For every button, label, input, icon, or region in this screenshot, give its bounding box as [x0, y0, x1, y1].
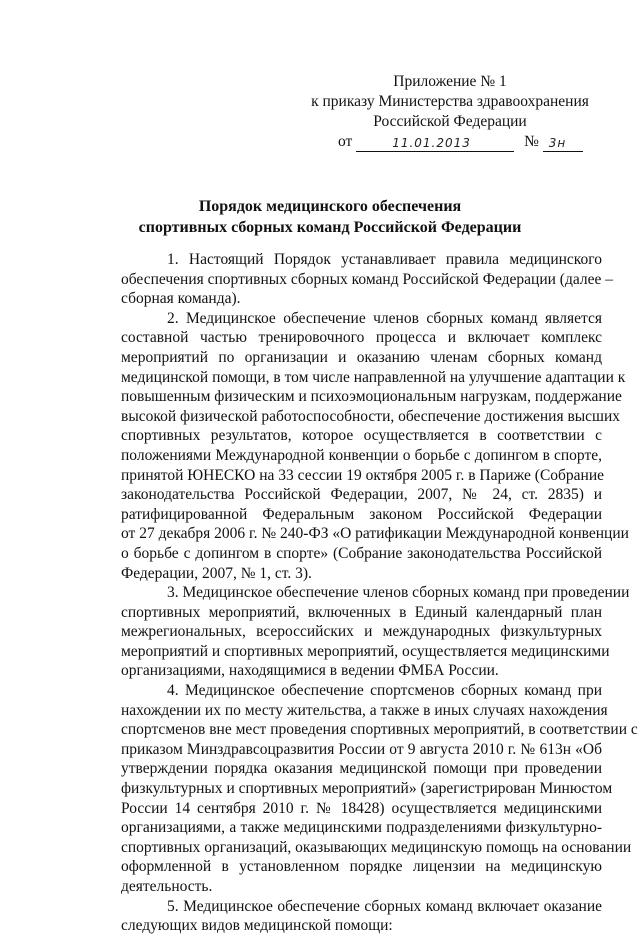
- paragraph-line: Федерации, 2007, № 1, ст. 3).: [121, 564, 312, 582]
- paragraph-line: повышенным физическим и психоэмоциональным нагрузкам, поддержание: [121, 388, 622, 406]
- paragraph-line: 4. Медицинское обеспечение спортсменов сборных команд при: [167, 682, 602, 700]
- paragraph-line: спортивных результатов, которое осуществляется в соответствии с: [121, 427, 602, 445]
- paragraph-line: приказом Минздравсоцразвития России от 9 августа 2010 г. № 613н «Об: [121, 740, 602, 758]
- appendix-title: Приложение № 1: [393, 73, 507, 90]
- paragraph-line: обеспечения спортивных сборных команд Российской Федерации (далее –: [121, 270, 613, 288]
- paragraph-line: следующих видов медицинской помощи:: [121, 917, 393, 935]
- paragraph-4: [75, 681, 638, 897]
- paragraph-line: оформленной в установленном порядке лицензии на медицинскую: [121, 858, 602, 876]
- paragraph-line: мероприятий по организации и оказанию членам сборных команд: [121, 348, 602, 366]
- handwritten-number: 3н: [548, 136, 567, 150]
- title-line-2: спортивных сборных команд Российской Федерации: [138, 219, 522, 236]
- paragraph-line: 3. Медицинское обеспечение членов сборных команд при проведении: [167, 584, 630, 602]
- paragraph-2: [75, 309, 629, 583]
- paragraph-line: деятельность.: [121, 878, 213, 895]
- paragraph-line: организациями, а также медицинскими подразделениями физкультурно-: [121, 819, 602, 837]
- paragraph-5: [75, 897, 602, 936]
- paragraph-line: медицинской помощи, в том числе направленной на улучшение адаптации к: [121, 368, 626, 386]
- number-field: [543, 135, 583, 152]
- date-field: [356, 135, 514, 152]
- appendix-date-number-line: [338, 132, 600, 152]
- paragraph-line: спортсменов вне мест проведения спортивных мероприятий, в соответствии с: [121, 721, 638, 739]
- paragraph-line: сборная команда).: [121, 290, 241, 308]
- paragraph-line: организациями, находящимися в ведении ФМБА России.: [121, 662, 499, 680]
- paragraph-3: [75, 583, 630, 681]
- paragraph-line: положениями Международной конвенции о борьбе с допингом в спорте,: [121, 446, 602, 464]
- handwritten-date: 11.01.2013: [392, 136, 471, 150]
- paragraph-line: нахождении их по месту жительства, а также в иных случаях нахождения: [121, 701, 608, 719]
- paragraph-line: законодательства Российской Федерации, 2007, № 24, ст. 2835) и: [121, 486, 602, 504]
- paragraph-line: межрегиональных, всероссийских и международных физкультурных: [121, 623, 602, 641]
- paragraph-1: [75, 250, 613, 309]
- paragraph-line: России 14 сентября 2010 г. № 18428) осуществляется медицинскими: [121, 799, 602, 817]
- paragraph-line: ратифицированной Федеральным законом Российской Федерации: [121, 505, 602, 523]
- paragraph-line: физкультурных и спортивных мероприятий» (зарегистрирован Минюстом: [121, 780, 613, 798]
- title-line-1: Порядок медицинского обеспечения: [198, 198, 462, 215]
- paragraph-line: 5. Медицинское обеспечение сборных команд включает оказание: [167, 897, 602, 915]
- paragraph-line: составной частью тренировочного процесса и включает комплекс: [121, 329, 602, 347]
- appendix-header: [300, 72, 600, 152]
- appendix-federation: Российской Федерации: [373, 113, 527, 130]
- document-body: [75, 250, 638, 936]
- appendix-order-ref: к приказу Министерства здравоохранения: [311, 93, 589, 110]
- date-prefix: от: [338, 133, 353, 150]
- paragraph-line: 1. Настоящий Порядок устанавливает правила медицинского: [167, 251, 602, 268]
- paragraph-line: спортивных организаций, оказывающих медицинскую помощь на основании: [121, 838, 632, 856]
- paragraph-line: утверждении порядка оказания медицинской помощи при проведении: [121, 760, 602, 778]
- paragraph-line: 2. Медицинское обеспечение членов сборных команд является: [167, 309, 602, 327]
- paragraph-line: спортивных мероприятий, включенных в Единый календарный план: [121, 603, 602, 621]
- paragraph-line: мероприятий и спортивных мероприятий, осуществляется медицинскими: [121, 642, 610, 660]
- paragraph-line: высокой физической работоспособности, обеспечение достижения высших: [121, 407, 621, 425]
- paragraph-line: от 27 декабря 2006 г. № 240-ФЗ «О ратификации Международной конвенции: [121, 525, 629, 543]
- paragraph-line: принятой ЮНЕСКО на 33 сессии 19 октября 2005 г. в Париже (Собрание: [121, 466, 605, 484]
- document-title: [80, 196, 580, 238]
- paragraph-line: о борьбе с допингом в спорте» (Собрание законодательства Российской: [121, 544, 602, 562]
- number-prefix: №: [524, 133, 539, 150]
